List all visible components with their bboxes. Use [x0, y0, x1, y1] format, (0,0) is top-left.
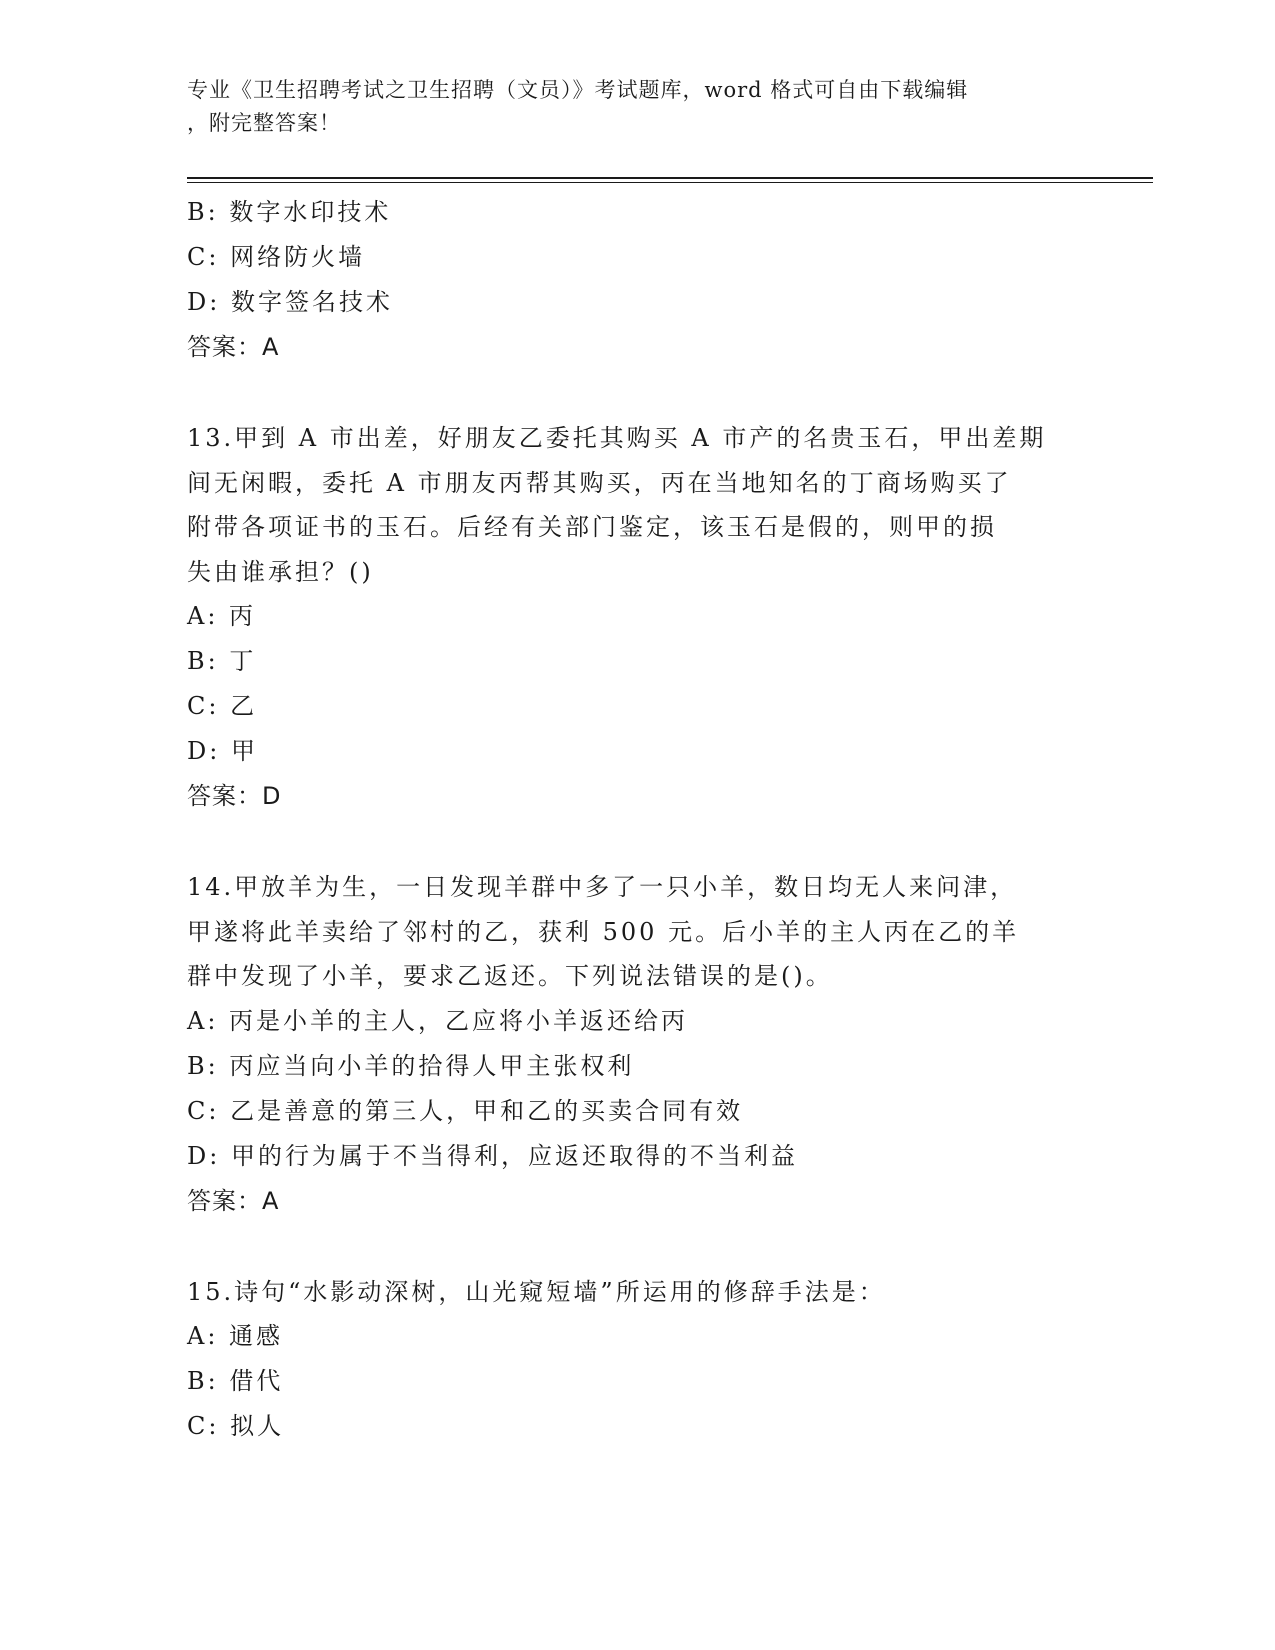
option-a: A: 通感: [187, 1322, 284, 1350]
question-text-line: 14.甲放羊为生，一日发现羊群中多了一只小羊，数日均无人来问津，: [187, 873, 1018, 901]
question-text-line: 甲遂将此羊卖给了邻村的乙，获利 500 元。后小羊的主人丙在乙的羊: [187, 917, 1020, 946]
question-14: [187, 865, 1087, 1224]
option-b: B: 丁: [187, 647, 257, 675]
option-a: A: 丙是小羊的主人，乙应将小羊返还给丙: [187, 1006, 689, 1035]
option-c: C: 乙是善意的第三人，甲和乙的买卖合同有效: [187, 1096, 744, 1125]
option-d: D: 甲的行为属于不当得利，应返还取得的不当利益: [187, 1141, 798, 1170]
option-b: B: 借代: [187, 1367, 284, 1395]
question-text-line: 群中发现了小羊，要求乙返还。下列说法错误的是()。: [187, 962, 833, 990]
option-d: D: 数字签名技术: [187, 288, 393, 316]
answer-line: 答案：A: [187, 1186, 280, 1215]
option-b: B: 丙应当向小羊的拾得人甲主张权利: [187, 1051, 635, 1080]
question-text-line: 附带各项证书的玉石。后经有关部门鉴定，该玉石是假的，则甲的损: [187, 513, 997, 541]
option-c: C: 拟人: [187, 1412, 285, 1440]
header-line-1: 专业《卫生招聘考试之卫生招聘（文员）》考试题库，word 格式可自由下载编辑: [187, 78, 969, 102]
header-line-2: ，附完整答案！: [187, 111, 341, 135]
option-b: B: 数字水印技术: [187, 198, 392, 226]
question-list: [187, 190, 1087, 1449]
answer-line: 答案：D: [187, 782, 282, 810]
question-15: [187, 1270, 1087, 1450]
option-a: A: 丙: [187, 602, 257, 630]
question-13: [187, 416, 1087, 819]
spacer: [187, 370, 1087, 416]
spacer: [187, 1224, 1087, 1270]
question-12: [187, 190, 1087, 370]
document-header: [187, 74, 1087, 140]
option-d: D: 甲: [187, 737, 258, 765]
question-text-line: 失由谁承担？(): [187, 557, 374, 586]
header-rule-thin: [187, 182, 1153, 183]
option-c: C: 网络防火墙: [187, 243, 366, 271]
option-c: C: 乙: [187, 692, 258, 720]
question-text-line: 间无闲暇，委托 A 市朋友丙帮其购买，丙在当地知名的丁商场购买了: [187, 468, 1012, 497]
header-rule-thick: [187, 177, 1153, 179]
answer-line: 答案：A: [187, 333, 280, 361]
question-text-line: 13.甲到 A 市出差，好朋友乙委托其购买 A 市产的名贵玉石，甲出差期: [187, 424, 1047, 452]
spacer: [187, 819, 1087, 865]
question-text-line: 15.诗句“水影动深树，山光窥短墙”所运用的修辞手法是：: [187, 1277, 886, 1306]
